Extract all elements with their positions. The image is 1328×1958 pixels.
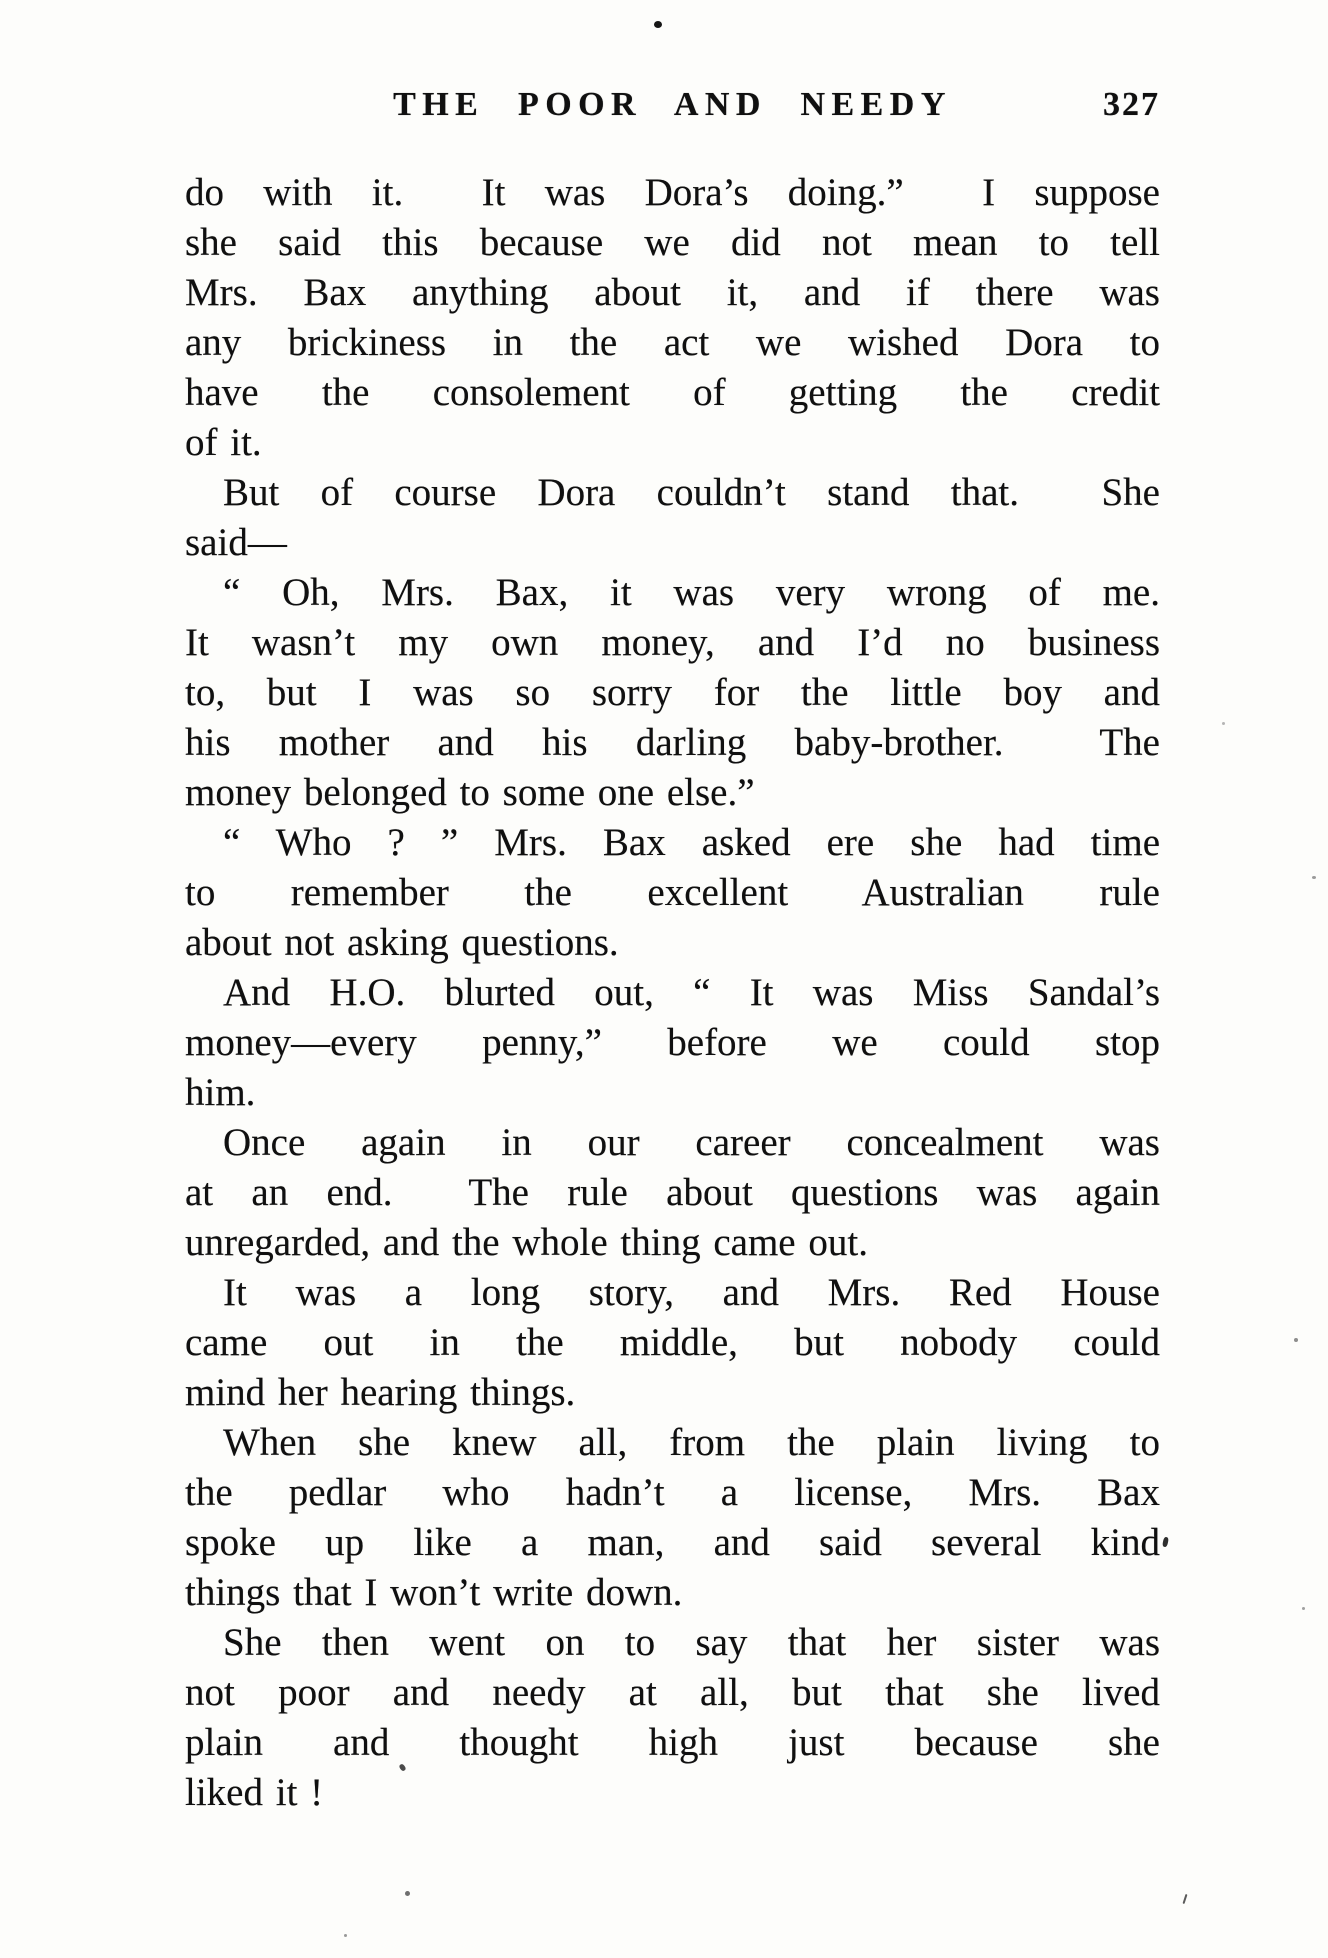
- text-line: And H.O. blurted out, “ It was Miss Sandal’s: [223, 971, 1160, 1014]
- scan-speck: [1302, 1607, 1305, 1610]
- text-line: at an end. The rule about questions was again: [185, 1171, 1160, 1214]
- text-line: him.: [185, 1071, 256, 1114]
- text-line: Once again in our career concealment was: [223, 1121, 1160, 1164]
- page-number: 327: [1103, 86, 1160, 123]
- text-line: things that I won’t write down.: [185, 1571, 683, 1614]
- text-line: to remember the excellent Australian rule: [185, 871, 1160, 914]
- text-line: spoke up like a man, and said several kind: [185, 1521, 1160, 1564]
- text-line: of it.: [185, 421, 262, 464]
- scan-speck: [344, 1934, 347, 1937]
- text-line: said—: [185, 521, 287, 564]
- text-line: liked it !: [185, 1771, 324, 1814]
- text-line: do with it. It was Dora’s doing.” I suppose: [185, 171, 1160, 214]
- scan-speck: [405, 1891, 410, 1896]
- scan-speck: [1222, 722, 1225, 725]
- text-line: money—every penny,” before we could stop: [185, 1021, 1160, 1064]
- running-head-title: THE POOR AND NEEDY: [393, 86, 952, 123]
- text-line: mind her hearing things.: [185, 1371, 576, 1414]
- scan-speck: [1183, 1894, 1188, 1904]
- text-line: money belonged to some one else.”: [185, 771, 755, 814]
- text-line: any brickiness in the act we wished Dora to: [185, 321, 1160, 364]
- text-line: When she knew all, from the plain living to: [223, 1421, 1160, 1464]
- text-line: about not asking questions.: [185, 921, 619, 964]
- text-line: She then went on to say that her sister was: [223, 1621, 1160, 1664]
- text-line: It was a long story, and Mrs. Red House: [223, 1271, 1160, 1314]
- text-line: plain and thought high just because she: [185, 1721, 1160, 1764]
- scan-speck: [1294, 1338, 1298, 1342]
- text-line: not poor and needy at all, but that she lived: [185, 1671, 1160, 1714]
- text-line: his mother and his darling baby-brother. The: [185, 721, 1160, 764]
- text-line: “ Who ? ” Mrs. Bax asked ere she had time: [223, 821, 1160, 864]
- scan-speck: [1162, 1537, 1169, 1548]
- text-line: It wasn’t my own money, and I’d no business: [185, 621, 1160, 664]
- text-line: she said this because we did not mean to tell: [185, 221, 1160, 264]
- scan-speck: [654, 21, 662, 28]
- body-text: [185, 168, 1160, 1818]
- text-line: came out in the middle, but nobody could: [185, 1321, 1160, 1364]
- text-line: to, but I was so sorry for the little boy and: [185, 671, 1160, 714]
- scan-speck: [1312, 876, 1316, 879]
- text-line: the pedlar who hadn’t a license, Mrs. Bax: [185, 1471, 1160, 1514]
- text-line: But of course Dora couldn’t stand that. She: [223, 471, 1160, 514]
- text-line: Mrs. Bax anything about it, and if there was: [185, 271, 1160, 314]
- text-line: “ Oh, Mrs. Bax, it was very wrong of me.: [223, 571, 1160, 614]
- text-line: have the consolement of getting the credit: [185, 371, 1160, 414]
- page-header: [185, 86, 1160, 130]
- text-line: unregarded, and the whole thing came out.: [185, 1221, 868, 1264]
